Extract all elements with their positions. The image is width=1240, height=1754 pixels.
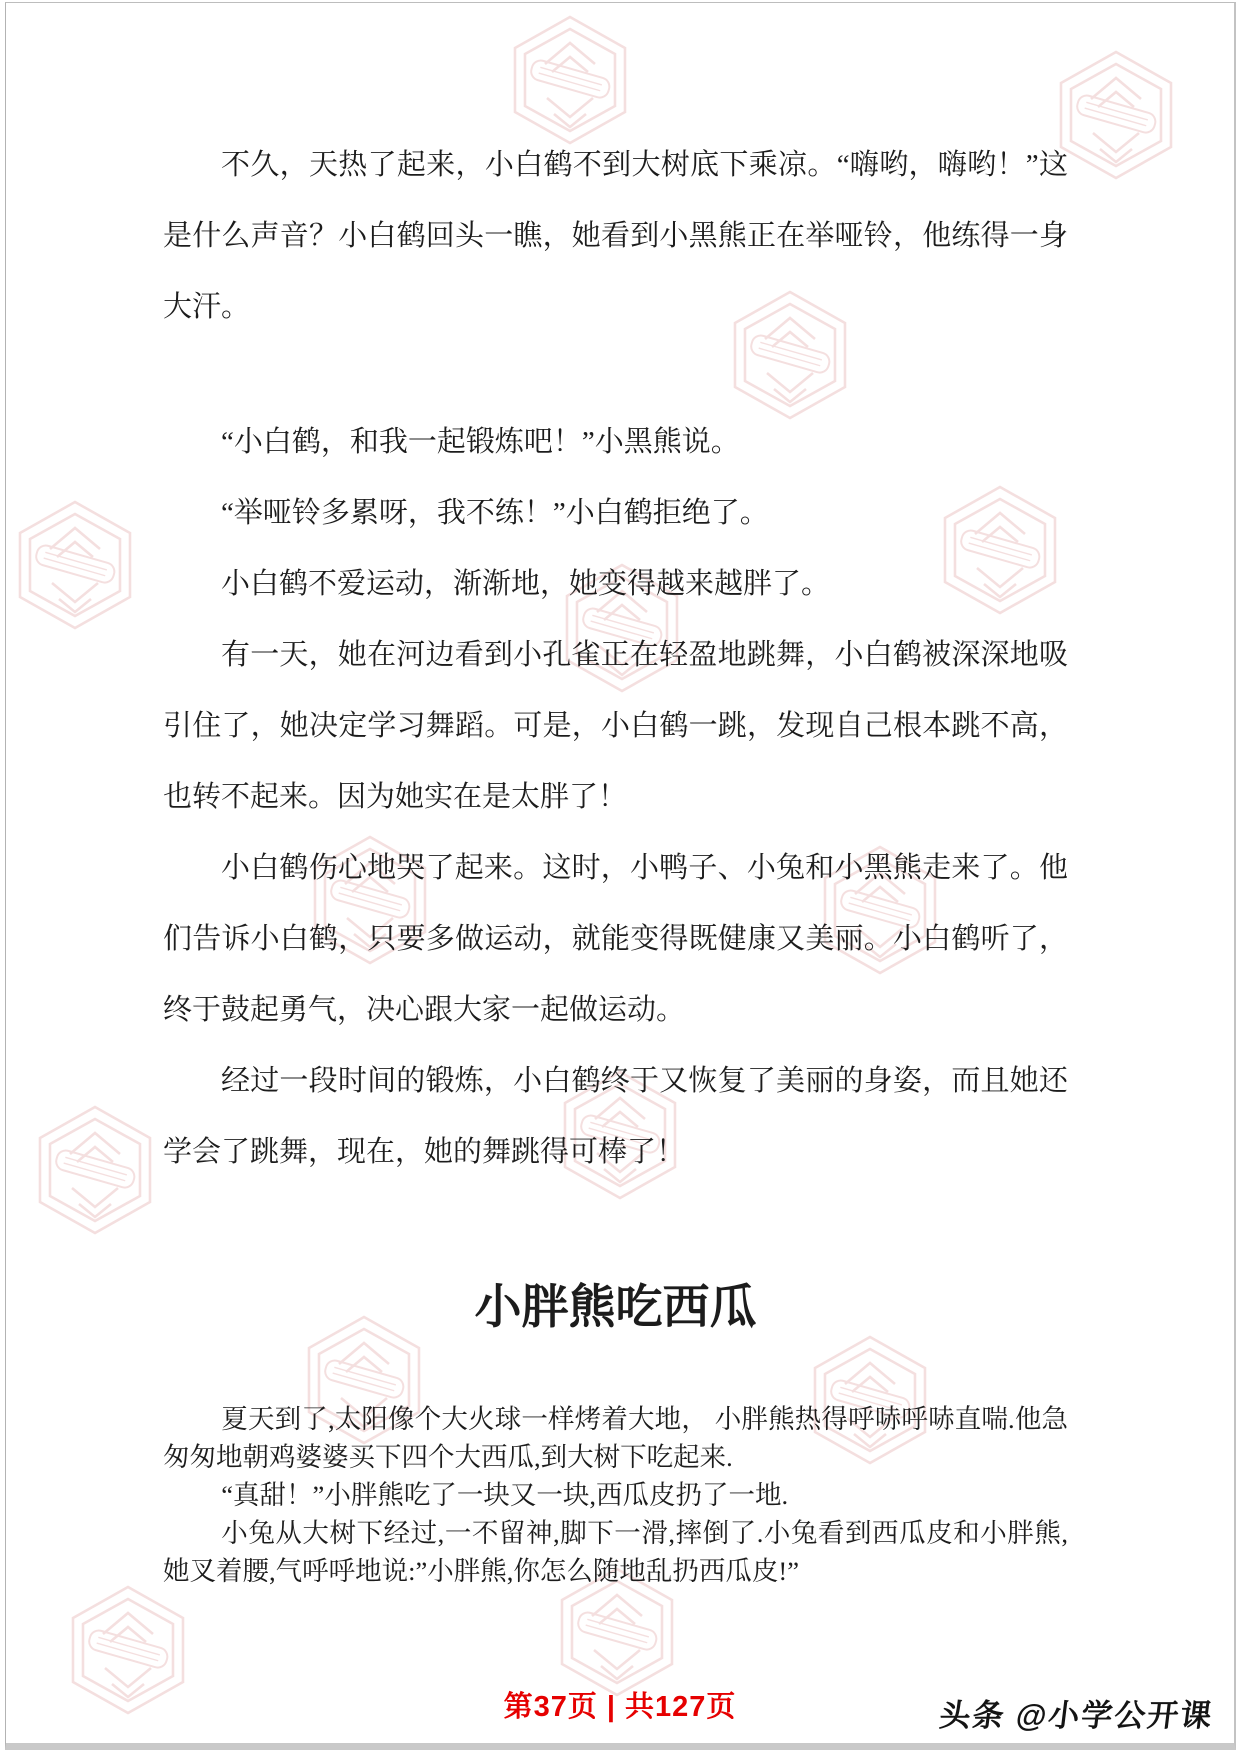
story-paragraph: 经过一段时间的锻炼，小白鹤终于又恢复了美丽的身姿，而且她还学会了跳舞，现在，她的舞跳得可棒了！ <box>163 1065 1068 1168</box>
story-fat-bear <box>163 1400 1068 1590</box>
story-paragraph: 夏天到了,太阳像个大火球一样烤着大地， 小胖熊热得呼哧呼哧直喘.他急匆匆地朝鸡婆婆买下四个大西瓜,到大树下吃起来. <box>163 1404 1068 1472</box>
story-title: 小胖熊吃西瓜 <box>474 1282 757 1334</box>
page-number: 第37页 | 共127页 <box>503 1691 737 1723</box>
story-paragraph: “小白鹤，和我一起锻炼吧！”小黑熊说。 <box>221 426 740 458</box>
story-white-crane <box>163 130 1068 1188</box>
story-paragraph: 小白鹤伤心地哭了起来。这时，小鸭子、小兔和小黑熊走来了。他们告诉小白鹤，只要多做运动，就能变得既健康又美丽。小白鹤听了，终于鼓起勇气，决心跟大家一起做运动。 <box>163 852 1068 1026</box>
page-content <box>163 130 1068 1590</box>
story-paragraph: “真甜！”小胖熊吃了一块又一块,西瓜皮扔了一地. <box>221 1480 789 1510</box>
story-paragraph: 有一天，她在河边看到小孔雀正在轻盈地跳舞，小白鹤被深深地吸引住了，她决定学习舞蹈。可是，小白鹤一跳，发现自己根本跳不高，也转不起来。因为她实在是太胖了！ <box>163 639 1068 813</box>
story-paragraph: 小白鹤不爱运动，渐渐地，她变得越来越胖了。 <box>221 568 831 600</box>
story-paragraph: 小兔从大树下经过,一不留神,脚下一滑,摔倒了.小兔看到西瓜皮和小胖熊,她叉着腰,气呼呼地说:”小胖熊,你怎么随地乱扔西瓜皮!” <box>163 1518 1068 1586</box>
story-paragraph: “举哑铃多累呀，我不练！”小白鹤拒绝了。 <box>221 497 769 529</box>
story-paragraph: 不久，天热了起来，小白鹤不到大树底下乘凉。“嗨哟，嗨哟！”这是什么声音？小白鹤回头一瞧，她看到小黑熊正在举哑铃，他练得一身大汗。 <box>163 149 1068 323</box>
brand-watermark: 头条 @小学公开课 <box>937 1698 1216 1733</box>
